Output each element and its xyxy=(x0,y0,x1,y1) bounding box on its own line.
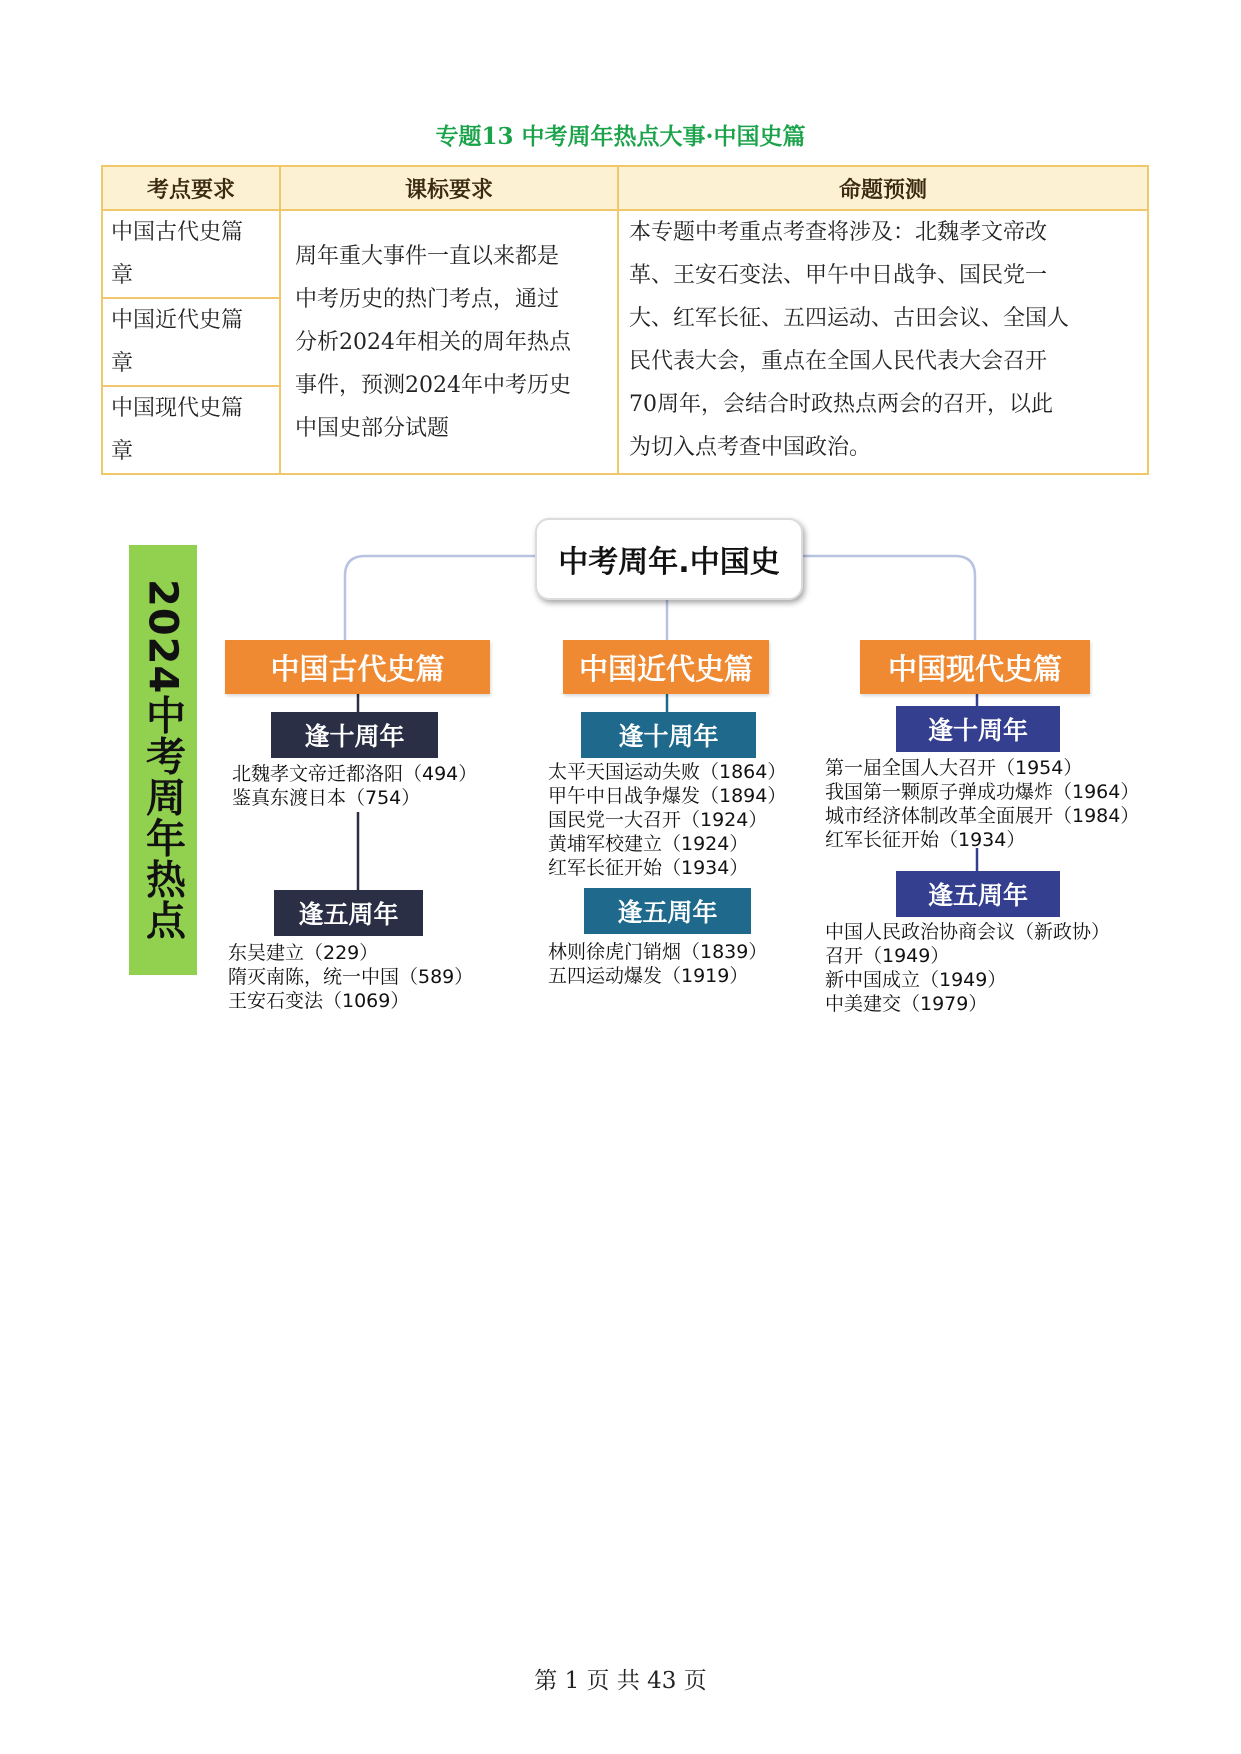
modern-five-list xyxy=(548,940,767,988)
topic-line: 中国现代史篇 xyxy=(111,396,244,421)
contemporary-five-list xyxy=(825,920,1110,1016)
page-footer: 第 1 页 共 43 页 xyxy=(534,1668,707,1694)
list-item: 林则徐虎门销烟（1839） xyxy=(548,941,768,963)
header-curriculum: 课标要求 xyxy=(280,166,618,210)
ancient-ten-list xyxy=(232,762,477,810)
category-ancient: 中国古代史篇 xyxy=(225,640,490,694)
standard-line: 分析2024年相关的周年热点 xyxy=(295,329,571,355)
standard-line: 事件，预测2024年中考历史 xyxy=(295,372,571,398)
contemporary-ten-label: 逢十周年 xyxy=(896,706,1060,752)
category-contemporary: 中国现代史篇 xyxy=(860,640,1090,694)
modern-five-label: 逢五周年 xyxy=(584,888,751,934)
ancient-ten-label: 逢十周年 xyxy=(271,712,438,758)
prediction-line: 民代表大会，重点在全国人民代表大会召开 xyxy=(629,349,1048,374)
modern-ten-list xyxy=(548,760,786,880)
list-item: 第一届全国人大召开（1954） xyxy=(825,757,1083,779)
list-item: 红军长征开始（1934） xyxy=(825,829,1026,851)
ancient-five-label: 逢五周年 xyxy=(274,890,423,936)
standard-line: 中考历史的热门考点，通过 xyxy=(295,286,560,312)
list-item: 国民党一大召开（1924） xyxy=(548,809,768,831)
list-item: 中国人民政治协商会议（新政协） xyxy=(825,921,1111,943)
header-exam-points: 考点要求 xyxy=(102,166,280,210)
list-item: 召开（1949） xyxy=(825,945,950,967)
side-banner xyxy=(129,545,197,975)
modern-ten-label: 逢十周年 xyxy=(581,712,756,758)
list-item: 鉴真东渡日本（754） xyxy=(232,787,421,809)
list-item: 黄埔军校建立（1924） xyxy=(548,833,749,855)
standard-line: 中国史部分试题 xyxy=(295,415,450,441)
contemporary-ten-list xyxy=(825,756,1139,852)
topic-line: 章 xyxy=(111,351,134,376)
contemporary-five-label: 逢五周年 xyxy=(896,871,1060,917)
side-title: 2024中考周年热点 xyxy=(139,579,186,941)
topic-line: 章 xyxy=(111,439,134,464)
topic-line: 中国古代史篇 xyxy=(111,220,244,245)
topic-line: 中国近代史篇 xyxy=(111,308,244,333)
list-item: 王安石变法（1069） xyxy=(228,990,410,1012)
list-item: 五四运动爆发（1919） xyxy=(548,965,749,987)
list-item: 新中国成立（1949） xyxy=(825,969,1007,991)
prediction-line: 70周年，会结合时政热点两会的召开，以此 xyxy=(629,392,1053,417)
page-title: 专题13 中考周年热点大事·中国史篇 xyxy=(435,123,806,150)
category-modern: 中国近代史篇 xyxy=(563,640,769,694)
list-item: 城市经济体制改革全面展开（1984） xyxy=(825,805,1140,827)
list-item: 太平天国运动失败（1864） xyxy=(548,761,787,783)
list-item: 北魏孝文帝迁都洛阳（494） xyxy=(232,763,478,785)
list-item: 我国第一颗原子弹成功爆炸（1964） xyxy=(825,781,1140,803)
prediction-line: 本专题中考重点考查将涉及：北魏孝文帝改 xyxy=(629,220,1048,245)
mindmap-root: 中考周年.中国史 xyxy=(535,518,803,600)
prediction-line: 革、王安石变法、甲午中日战争、国民党一 xyxy=(629,263,1048,288)
ancient-five-list xyxy=(228,941,473,1013)
prediction-line: 大、红军长征、五四运动、古田会议、全国人 xyxy=(629,306,1070,331)
list-item: 隋灭南陈，统一中国（589） xyxy=(228,966,474,988)
list-item: 甲午中日战争爆发（1894） xyxy=(548,785,787,807)
list-item: 中美建交（1979） xyxy=(825,993,988,1015)
topic-line: 章 xyxy=(111,263,134,288)
header-prediction: 命题预测 xyxy=(618,166,1148,210)
list-item: 东吴建立（229） xyxy=(228,942,379,964)
standard-line: 周年重大事件一直以来都是 xyxy=(295,243,560,269)
list-item: 红军长征开始（1934） xyxy=(548,857,749,879)
prediction-line: 为切入点考查中国政治。 xyxy=(629,435,872,460)
